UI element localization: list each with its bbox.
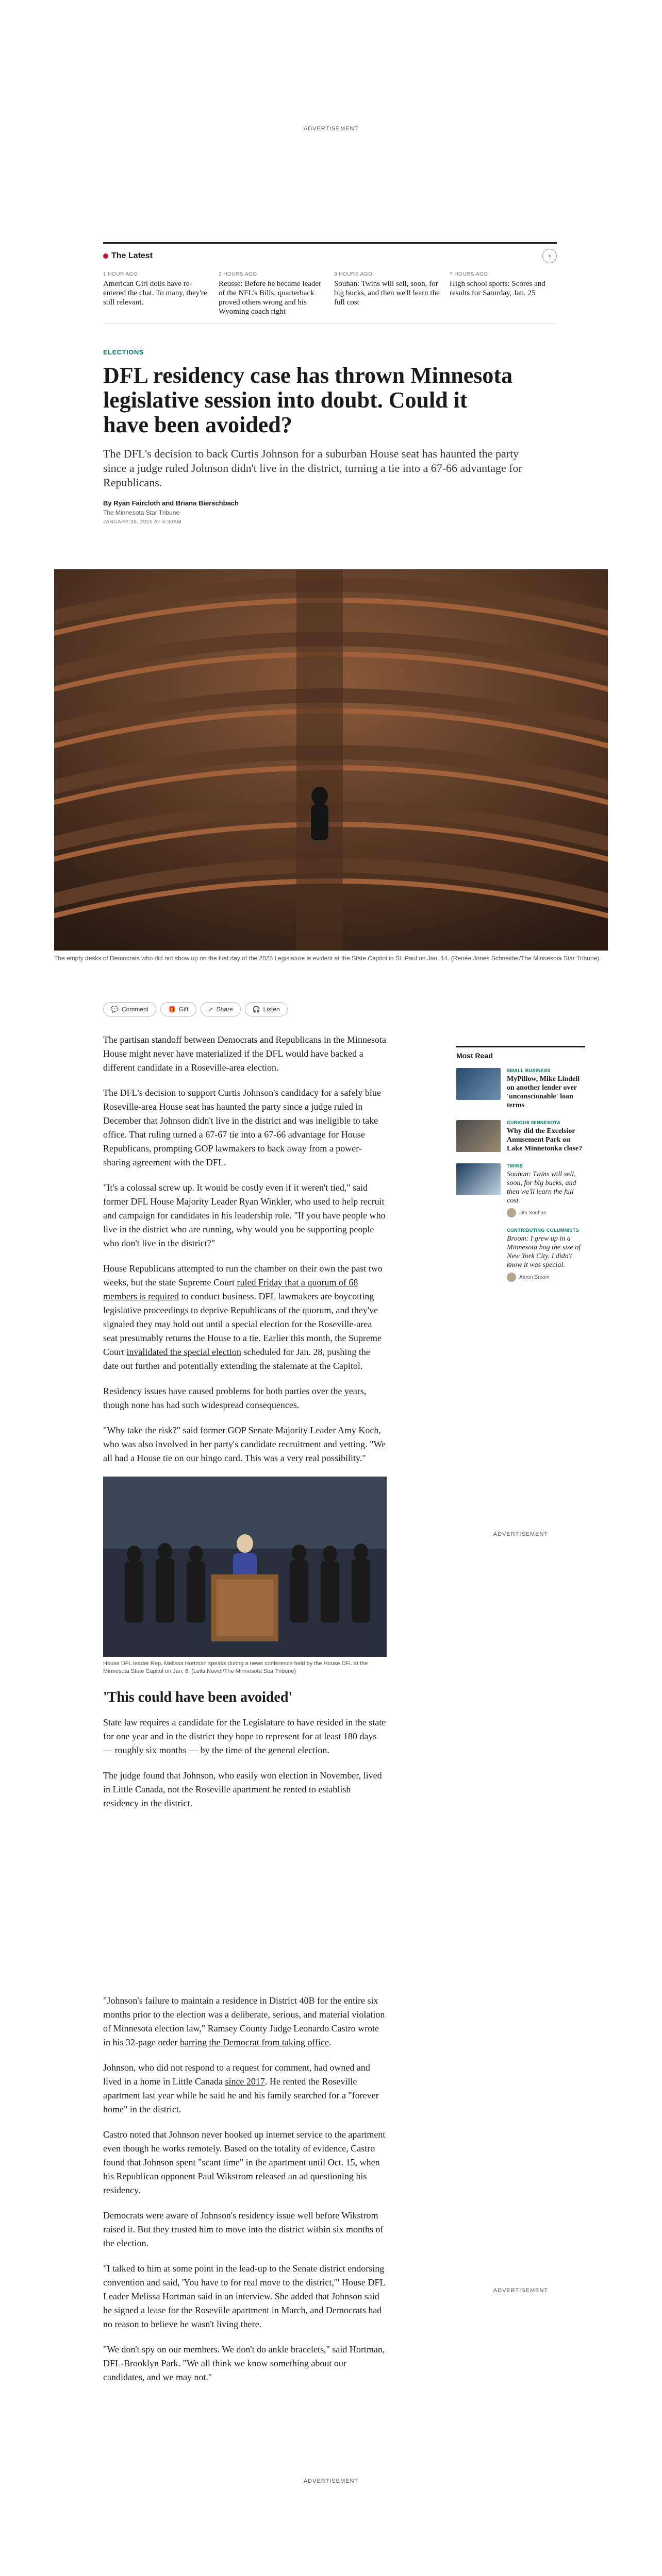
- most-read: [456, 1046, 585, 1292]
- avatar: [507, 1208, 516, 1217]
- live-dot-icon: [103, 253, 108, 259]
- most-read-item[interactable]: CURIOUS MINNESOTA Why did the Excelsior Amusement Park on Lake Minnetonka close?: [456, 1120, 585, 1153]
- publish-date: JANUARY 26, 2025 AT 6:30AM: [103, 519, 182, 525]
- paragraph: House Republicans attempted to run the chamber on their own the past two weeks, but the state Supreme Court ruled Friday that a quorum of 68 members is required to conduct business. DFL lawmakers are boycotting legislative proceedings to deprive Republicans of the quorum, and they've signaled they may hold out until a special election for the Roseville-area seat presumably returns the House to a tie. Earlier this month, the Supreme Court invalidated the special election scheduled for Jan. 28, pushing the date out further and potentially extending the stalemate at the Capitol.: [103, 1263, 383, 1371]
- paragraph: "We don't spy on our members. We don't do ankle bracelets," said Hortman, DFL-Brooklyn Park. "We all think we know something about our candidates, and we may not.": [103, 2344, 385, 2382]
- article-header: [103, 348, 557, 525]
- paragraph: The partisan standoff between Democrats and Republicans in the Minnesota House might never have materialized if the DFL would have backed a different candidate in a Roseville-area election.: [103, 1035, 387, 1073]
- share-button[interactable]: ↗ Share: [201, 1002, 241, 1016]
- subhead: 'This could have been avoided': [103, 1689, 293, 1705]
- latest-item[interactable]: 7 HOURS AGO High school sports: Scores and results for Saturday, Jan. 25: [450, 272, 545, 297]
- paragraph: "Why take the risk?" said former GOP Senate Majority Leader Amy Koch, who was also involved in her party's candidate recruitment and vetting. "We all had a House tie on our bingo card. This was a very real possibility.": [103, 1425, 386, 1463]
- article-body: [103, 1033, 387, 1822]
- paragraph: The judge found that Johnson, who easily won election in November, lived in Little Canada, not the Roseville apartment he rented to establish residency in the district.: [103, 1770, 382, 1808]
- chevron-right-icon[interactable]: ›: [542, 249, 557, 263]
- most-read-title: Most Read: [456, 1046, 585, 1060]
- latest-item[interactable]: 3 HOURS AGO Souhan: Twins will sell, soon, for big bucks, and then we'll learn the full cost: [334, 272, 440, 307]
- author: Aaron Broom: [507, 1273, 585, 1282]
- paragraph: Castro noted that Johnson never hooked up internet service to the apartment even though he works remotely. Based on the totality of evidence, Castro found that Johnson spent "scant time" in the apartment until Oct. 15, when his Republican opponent Paul Wikstrom released an ad questioning his residency.: [103, 2129, 386, 2195]
- article-body: [103, 1994, 387, 2396]
- latest-item[interactable]: 1 HOUR AGO American Girl dolls have re-entered the chat. To many, they're still relevant.: [103, 272, 207, 307]
- section-kicker[interactable]: ELECTIONS: [103, 348, 144, 356]
- author: Jim Souhan: [507, 1208, 585, 1217]
- byline[interactable]: By Ryan Faircloth and Briana Bierschbach: [103, 499, 239, 507]
- latest-item[interactable]: 2 HOURS AGO Reusse: Before he became leader of the NFL's Bills, quarterback proved others wrong and his Wyoming coach right: [219, 272, 322, 316]
- most-read-item[interactable]: SMALL BUSINESS MyPillow, Mike Lindell on another lender over 'unconscionable' loan terms: [456, 1068, 585, 1110]
- avatar: [507, 1273, 516, 1282]
- paragraph: State law requires a candidate for the Legislature to have resided in the state for one year and in the district they hope to represent for at least 180 days — roughly six months — by the time of the general election.: [103, 1717, 386, 1755]
- most-read-item[interactable]: TWINS Souhan: Twins will sell, soon, for big bucks, and then we'll learn the full cost Jim Souhan: [456, 1163, 585, 1217]
- thumbnail: [456, 1068, 501, 1100]
- press-conference-illustration: [103, 1477, 387, 1657]
- paragraph: Residency issues have caused problems for both parties over the years, though none has had such widespread consequences.: [103, 1386, 367, 1410]
- article-headline: DFL residency case has thrown Minnesota legislative session into doubt. Could it have been avoided?: [103, 363, 513, 437]
- paragraph: "I talked to him at some point in the lead-up to the Senate district endorsing convention and said, 'You have to for real move to the district,'" House DFL Leader Melissa Hortman said in an interview. She added that Johnson said he signed a lease for the Roseville apartment in March, and Democrats had no reason to believe he wasn't living there.: [103, 2263, 385, 2329]
- most-read-item[interactable]: CONTRIBUTING COLUMNISTS Broom: I grew up in a Minnesota bog the size of New York City. I didn't know it was special. Aaron Broom: [456, 1228, 585, 1282]
- paragraph: "It's a colossal screw up. It would be costly even if it weren't tied," said former DFL House Majority Leader Ryan Winkler, who used to help recruit and campaign for candidates in his leadership role. "If you have people who live in the district who are running, why would you be supporting people who don't live in the district?": [103, 1182, 386, 1248]
- paragraph: The DFL's decision to support Curtis Johnson's candidacy for a safely blue Roseville-area House seat has haunted the party since a judge ruled in December that Johnson didn't live in the district and was ineligible to take office. That ruling turned a 67-67 tie into a 67-66 advantage for House Republicans, prompting GOP lawmakers to back away from a power-sharing agreement with the DFL.: [103, 1088, 381, 1167]
- article-dek: The DFL's decision to back Curtis Johnson for a suburban House seat has haunted the party since a judge ruled Johnson didn't live in the district, turning a tie into a 67-66 advantage for Republicans.: [103, 447, 522, 489]
- inline-caption: House DFL leader Rep. Melissa Hortman speaks during a news conference held by the House DFL at the Minnesota State Capitol on Jan. 6. (Leila Navidi/The Minnesota Star Tribune): [103, 1660, 368, 1674]
- since-2017-link[interactable]: since 2017: [225, 2076, 265, 2087]
- share-icon: ↗: [208, 1006, 213, 1013]
- gift-button[interactable]: 🎁 Gift: [160, 1002, 196, 1016]
- headphones-icon: 🎧: [252, 1006, 260, 1013]
- advertisement-label: ADVERTISEMENT: [493, 2287, 549, 2294]
- comment-icon: 💬: [111, 1006, 119, 1013]
- paragraph: "Johnson's failure to maintain a residence in District 40B for the entire six months prior to the election was a deliberate, serious, and material violation of Minnesota election law," Ramsey County Judge Leonardo Castro wrote in his 32-page order barring the Democrat from taking office.: [103, 1995, 385, 2047]
- comment-button[interactable]: 💬 Comment: [103, 1002, 156, 1016]
- thumbnail: [456, 1120, 501, 1152]
- advertisement-label: ADVERTISEMENT: [303, 2478, 359, 2484]
- inline-photo: [103, 1477, 387, 1657]
- latest-strip: [103, 242, 557, 324]
- paragraph: Johnson, who did not respond to a request for comment, had owned and lived in a home in Little Canada since 2017. He rented the Roseville apartment last year while he said he and his family searched for a "forever home" in the district.: [103, 2062, 379, 2114]
- latest-title: The Latest: [103, 251, 153, 261]
- thumbnail-spacer: [456, 1228, 501, 1282]
- thumbnail: [456, 1163, 501, 1195]
- advertisement-label: ADVERTISEMENT: [493, 1531, 549, 1537]
- order-link[interactable]: barring the Democrat from taking office: [179, 2037, 329, 2047]
- house-chamber-illustration: [54, 569, 608, 951]
- hero-caption: The empty desks of Democrats who did not show up on the first day of the 2025 Legislature is evident at the State Capitol in St. Paul on Jan. 14. (Renée Jones Schneider/The Minnesota Star Tribune): [54, 955, 600, 962]
- hero-photo: [54, 569, 608, 951]
- paragraph: Democrats were aware of Johnson's residency issue well before Wikstrom raised it. But they trusted him to move into the district within six months of the election.: [103, 2210, 384, 2248]
- gift-icon: 🎁: [168, 1006, 176, 1013]
- advertisement-label: ADVERTISEMENT: [303, 126, 359, 132]
- share-toolbar: [103, 1002, 288, 1016]
- byline-org: The Minnesota Star Tribune: [103, 509, 180, 516]
- listen-button[interactable]: 🎧 Listen: [245, 1002, 288, 1016]
- special-election-link[interactable]: invalidated the special election: [126, 1347, 241, 1357]
- ruling-link[interactable]: ruled Friday that a quorum of 68 members is required: [103, 1277, 358, 1301]
